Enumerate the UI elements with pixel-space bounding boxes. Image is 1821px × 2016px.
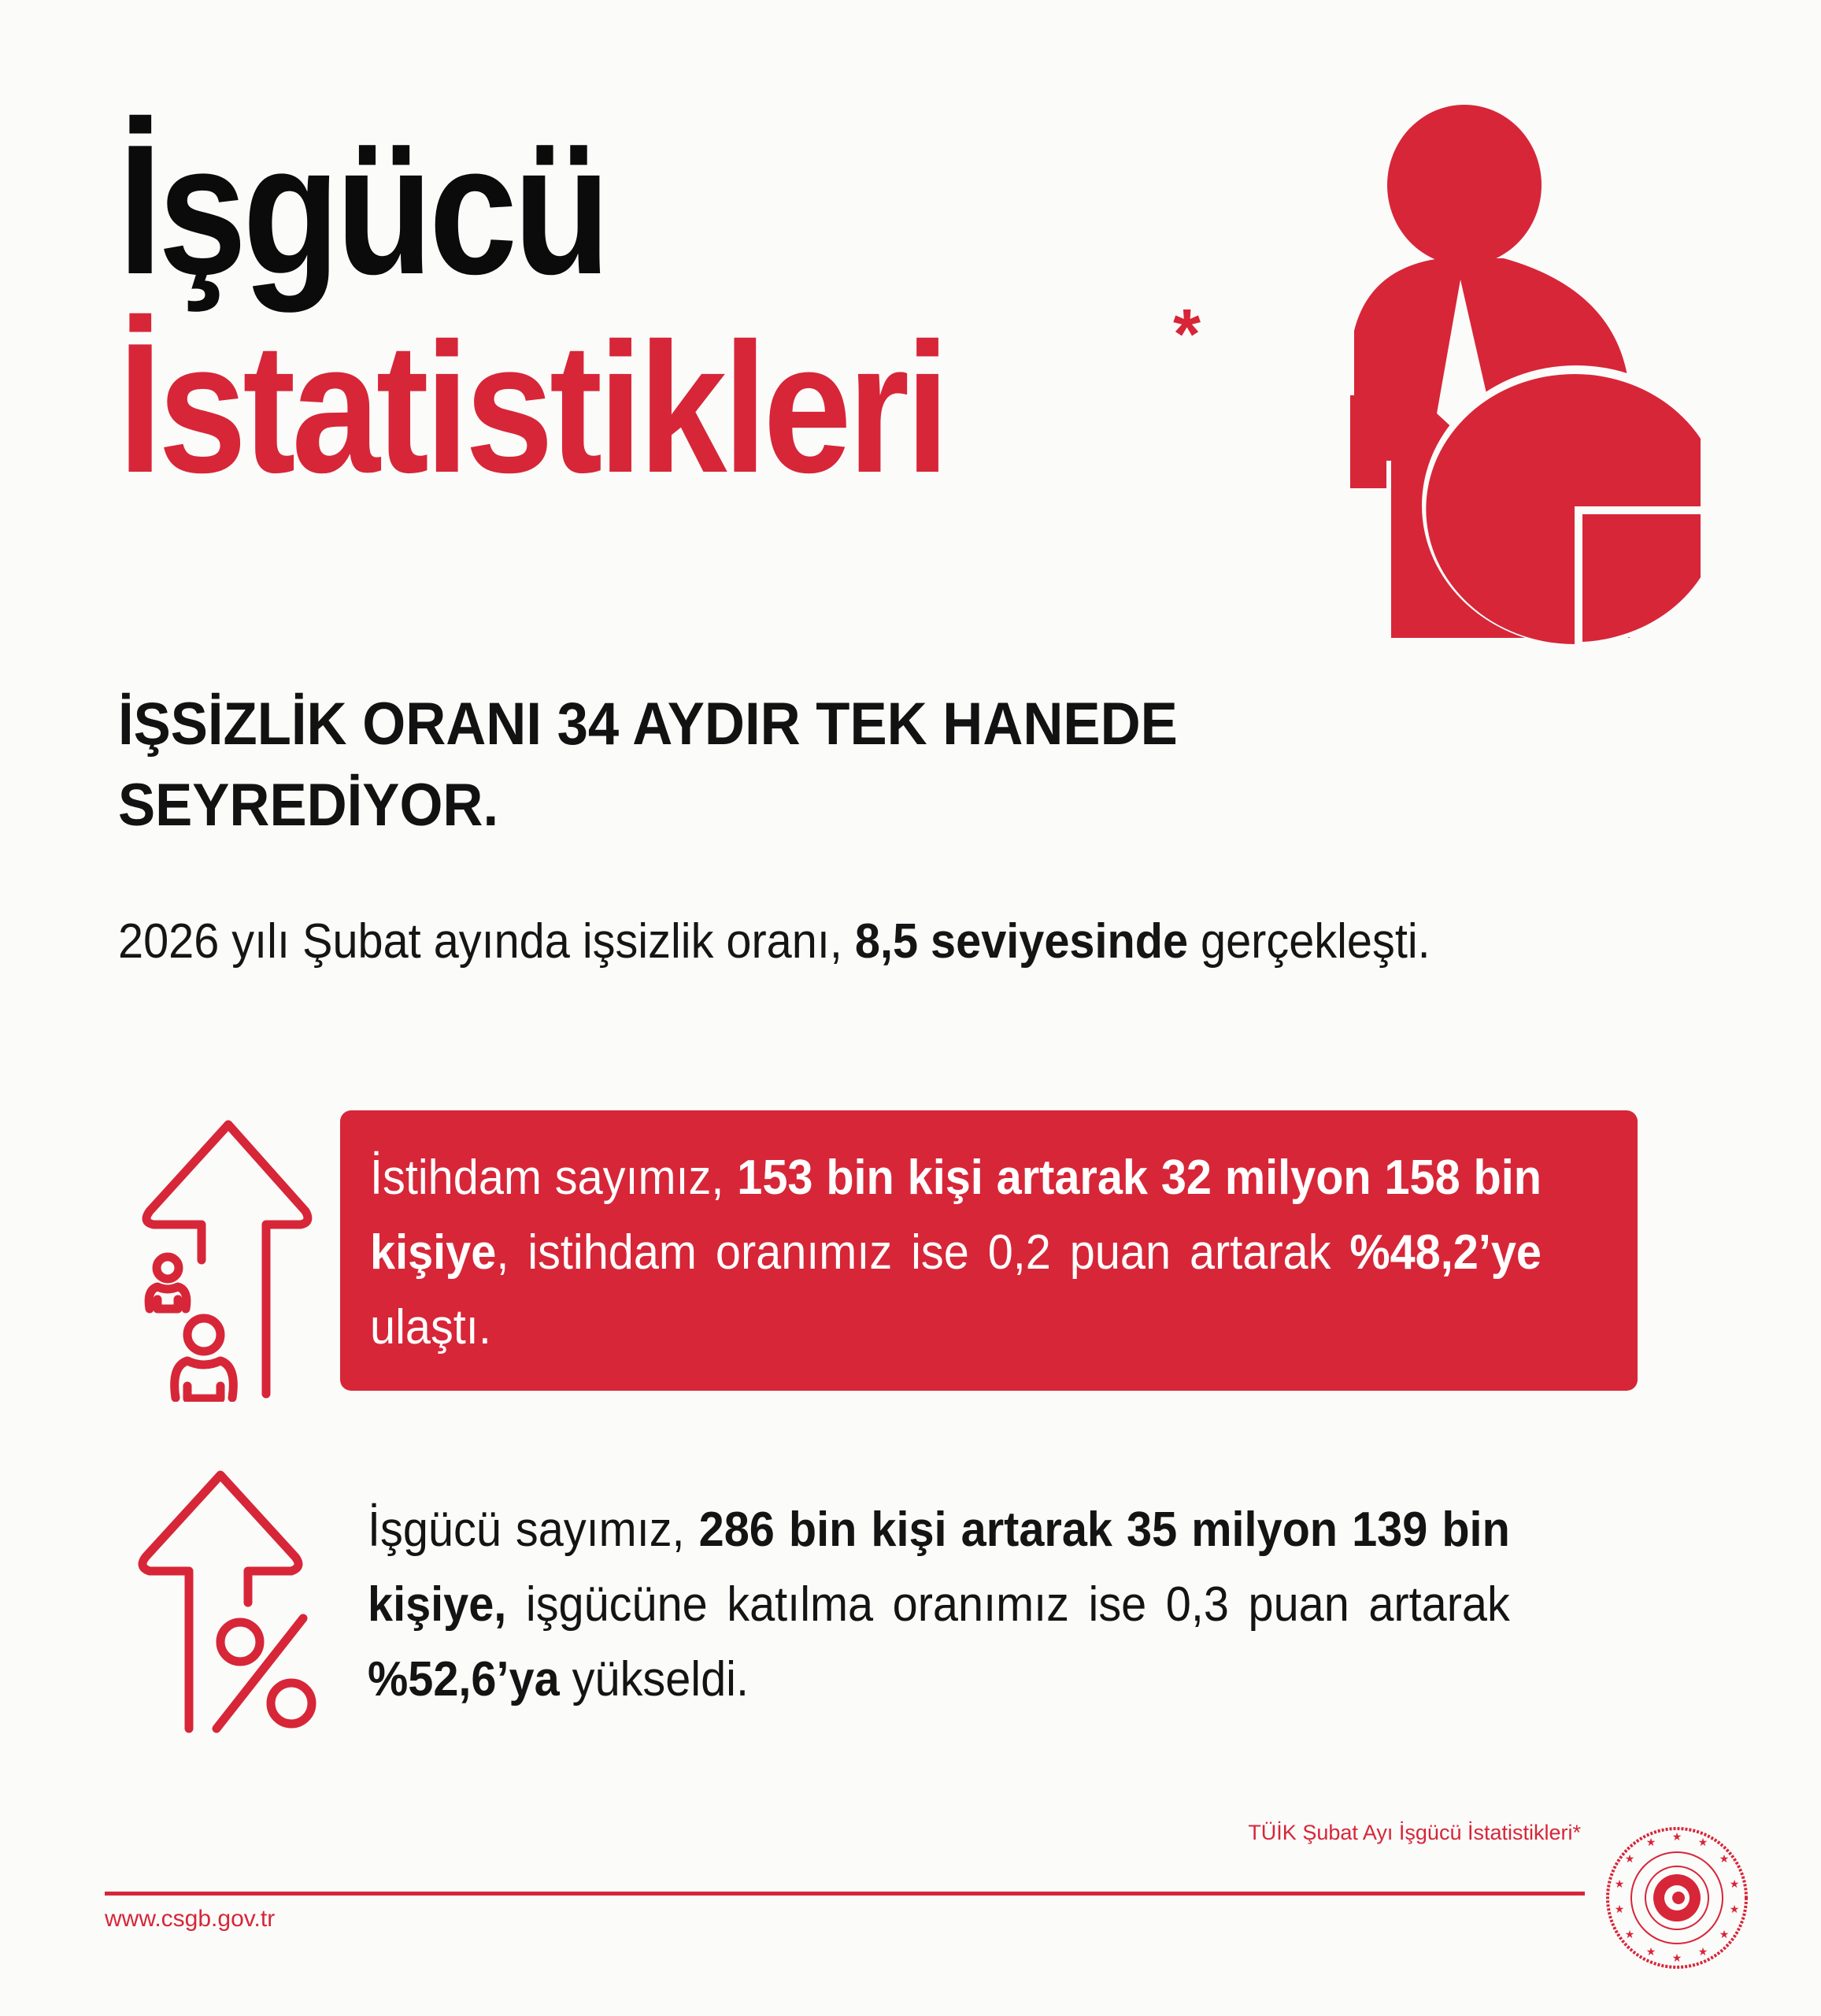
employment-text-3: ulaştı.: [370, 1300, 491, 1354]
svg-text:★: ★: [1671, 1952, 1682, 1965]
source-note: TÜİK Şubat Ayı İşgücü İstatistikleri*: [1248, 1821, 1581, 1844]
labor-force-stat-text: [368, 1492, 1510, 1717]
title-line-1: İşgücü: [118, 106, 607, 313]
svg-text:★: ★: [1671, 1831, 1682, 1844]
labor-force-text-2: işgücüne katılma oranımız ise 0,3 puan artarak: [506, 1577, 1510, 1632]
svg-text:★: ★: [1697, 1836, 1708, 1849]
svg-text:★: ★: [1697, 1946, 1708, 1959]
svg-text:★: ★: [1719, 1853, 1730, 1866]
employment-text-2: , istihdam oranımız ise 0,2 puan artarak: [496, 1225, 1350, 1280]
lead-text: 2026 yılı Şubat ayında işsizlik oranı,: [118, 914, 855, 969]
businessman-pie-chart-icon: [1323, 102, 1701, 654]
headline: [118, 684, 1363, 846]
title-asterisk: *: [1173, 295, 1201, 374]
labor-force-text-1: İşgücü sayımız,: [368, 1503, 699, 1557]
labor-force-bold-1: 286 bin kişi artarak 35 milyon 139 bin kişiye,: [368, 1503, 1510, 1632]
labor-force-text-3: yükseldi.: [559, 1652, 749, 1707]
employment-stat-text: [370, 1140, 1542, 1365]
svg-text:★: ★: [1624, 1853, 1635, 1866]
headline-line-1: İŞSİZLİK ORANI 34 AYDIR TEK HANEDE: [118, 691, 1178, 758]
website-link[interactable]: www.csgb.gov.tr: [105, 1906, 276, 1932]
lead-text-end: gerçekleşti.: [1188, 914, 1431, 969]
employment-bold-1: 153 bin kişi artarak 32 milyon 158 bin kişiye: [370, 1151, 1542, 1280]
svg-text:★: ★: [1645, 1946, 1656, 1959]
svg-text:★: ★: [1624, 1929, 1635, 1941]
title-line-2: İstatistikleri: [118, 304, 946, 511]
labor-force-bold-2: %52,6’ya: [368, 1652, 560, 1707]
arrow-up-people-icon: [126, 1102, 331, 1402]
footer-divider: [105, 1892, 1585, 1896]
svg-text:★: ★: [1614, 1878, 1625, 1891]
arrow-up-percent-icon: [126, 1461, 331, 1744]
svg-text:★: ★: [1729, 1878, 1740, 1891]
svg-text:★: ★: [1645, 1836, 1656, 1849]
employment-bold-2: %48,2’ye: [1349, 1225, 1542, 1280]
employment-text-1: İstihdam sayımız,: [370, 1151, 738, 1205]
svg-text:★: ★: [1719, 1929, 1730, 1941]
ministry-seal-icon: [1602, 1823, 1752, 1973]
headline-line-2: SEYREDİYOR.: [118, 772, 499, 839]
svg-text:★: ★: [1729, 1903, 1740, 1916]
svg-text:★: ★: [1614, 1903, 1625, 1916]
lead-bold: 8,5 seviyesinde: [854, 914, 1189, 969]
lead-paragraph: [118, 910, 1509, 974]
